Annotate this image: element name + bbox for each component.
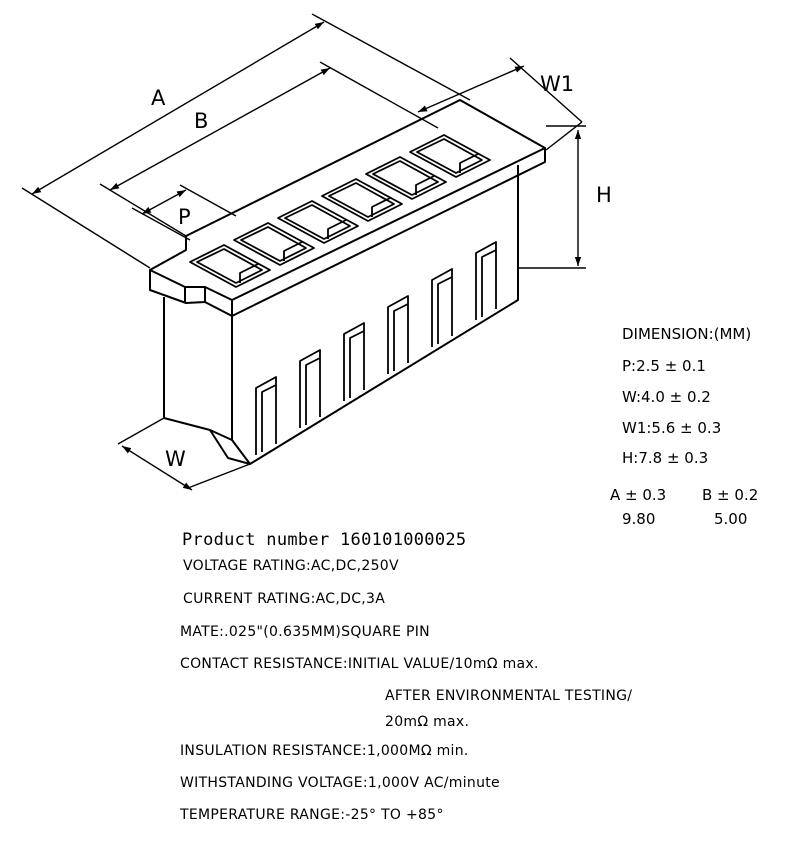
cavity-5 [366,157,446,199]
contact-resistance: CONTACT RESISTANCE:INITIAL VALUE/10mΩ max. [180,656,539,672]
cavity-2 [234,223,314,265]
label-H: H [596,183,612,207]
label-A: A [151,86,166,110]
contact-resistance-line2: AFTER ENVIRONMENTAL TESTING/ [385,688,633,704]
label-W1: W1 [540,72,575,96]
dimension-B-tolerance: B ± 0.2 [702,486,759,504]
dimension-B-value: 5.00 [714,510,748,528]
label-W: W [165,447,186,471]
dimension-H: H:7.8 ± 0.3 [622,449,709,467]
connector-body [150,100,545,464]
cavity-6 [410,135,490,177]
front-slots [256,242,496,455]
top-plate-outline [150,100,545,316]
dimension-title: DIMENSION:(MM) [622,325,752,343]
insulation-resistance: INSULATION RESISTANCE:1,000MΩ min. [180,743,469,759]
label-P: P [178,205,191,229]
dimension-A-value: 9.80 [622,510,656,528]
body-left-face [164,297,232,440]
label-B: B [194,109,209,133]
voltage-rating: VOLTAGE RATING:AC,DC,250V [183,558,399,574]
contact-resistance-line3: 20mΩ max. [385,714,470,730]
dimension-A-tolerance: A ± 0.3 [610,486,667,504]
mate-spec: MATE:.025"(0.635MM)SQUARE PIN [180,624,430,640]
dimension-W1: W1:5.6 ± 0.3 [622,419,722,437]
dimension-W: W:4.0 ± 0.2 [622,388,711,406]
cavity-4 [322,179,402,221]
dimension-P: P:2.5 ± 0.1 [622,357,706,375]
current-rating: CURRENT RATING:AC,DC,3A [183,591,386,607]
cavity-3 [278,201,358,243]
withstanding-voltage: WITHSTANDING VOLTAGE:1,000V AC/minute [180,775,500,791]
product-number: Product number 160101000025 [182,530,467,550]
cavity-1 [190,245,270,287]
temperature-range: TEMPERATURE RANGE:-25° TO +85° [180,807,444,823]
dim-line-A [32,22,324,194]
